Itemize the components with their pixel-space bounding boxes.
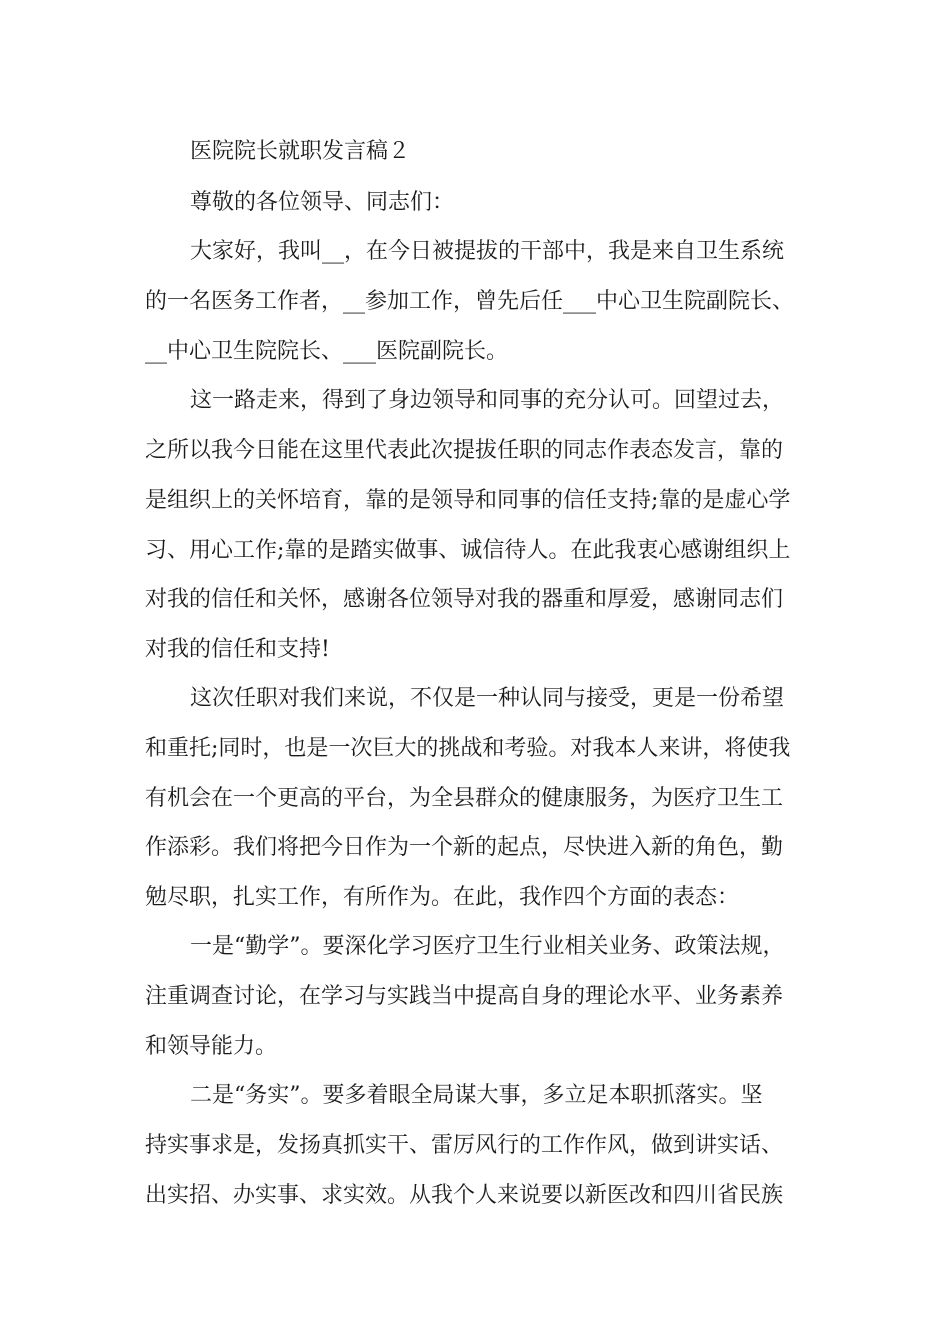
paragraph-2-line-5: 对我的信任和关怀，感谢各位领导对我的器重和厚爱，感谢同志们 <box>145 587 784 612</box>
paragraph-3-line-5: 勉尽职，扎实工作，有所作为。在此，我作四个方面的表态： <box>145 885 740 910</box>
paragraph-1-line-2: 的一名医务工作者，__参加工作，曾先后任___中心卫生院副院长、 <box>145 289 795 314</box>
paragraph-4-line-3: 和领导能力。 <box>145 1034 278 1059</box>
paragraph-2-line-4: 习、用心工作;靠的是踏实做事、诚信待人。在此我衷心感谢组织上 <box>145 538 791 563</box>
paragraph-3-line-1: 这次任职对我们来说，不仅是一种认同与接受，更是一份希望 <box>190 686 785 711</box>
paragraph-5-line-2: 持实事求是，发扬真抓实干、雷厉风行的工作作风，做到讲实话、 <box>145 1133 784 1158</box>
paragraph-2-line-2: 之所以我今日能在这里代表此次提拔任职的同志作表态发言，靠的 <box>145 438 784 463</box>
document-title: 医院院长就职发言稿２ <box>190 139 411 164</box>
paragraph-5-line-1: 二是“务实”。要多着眼全局谋大事，多立足本职抓落实。坚 <box>190 1083 763 1108</box>
salutation: 尊敬的各位领导、同志们： <box>190 190 455 215</box>
paragraph-2-line-3: 是组织上的关怀培育，靠的是领导和同事的信任支持;靠的是虚心学 <box>145 488 791 513</box>
paragraph-1-line-1: 大家好，我叫__，在今日被提拔的干部中，我是来自卫生系统 <box>190 239 785 264</box>
paragraph-2-line-1: 这一路走来，得到了身边领导和同事的充分认可。回望过去， <box>190 388 785 413</box>
paragraph-3-line-4: 作添彩。我们将把今日作为一个新的起点，尽快进入新的角色，勤 <box>145 835 784 860</box>
paragraph-3-line-2: 和重托;同时，也是一次巨大的挑战和考验。对我本人来讲，将使我 <box>145 736 791 761</box>
paragraph-1-line-3: __中心卫生院院长、___医院副院长。 <box>145 339 509 364</box>
paragraph-4-line-2: 注重调查讨论，在学习与实践当中提高自身的理论水平、业务素养 <box>145 984 784 1009</box>
paragraph-2-line-6: 对我的信任和支持! <box>145 637 330 662</box>
paragraph-5-line-3: 出实招、办实事、求实效。从我个人来说要以新医改和四川省民族 <box>145 1183 784 1208</box>
paragraph-4-line-1: 一是“勤学”。要深化学习医疗卫生行业相关业务、政策法规， <box>190 934 785 959</box>
paragraph-3-line-3: 有机会在一个更高的平台，为全县群众的健康服务，为医疗卫生工 <box>145 786 784 811</box>
